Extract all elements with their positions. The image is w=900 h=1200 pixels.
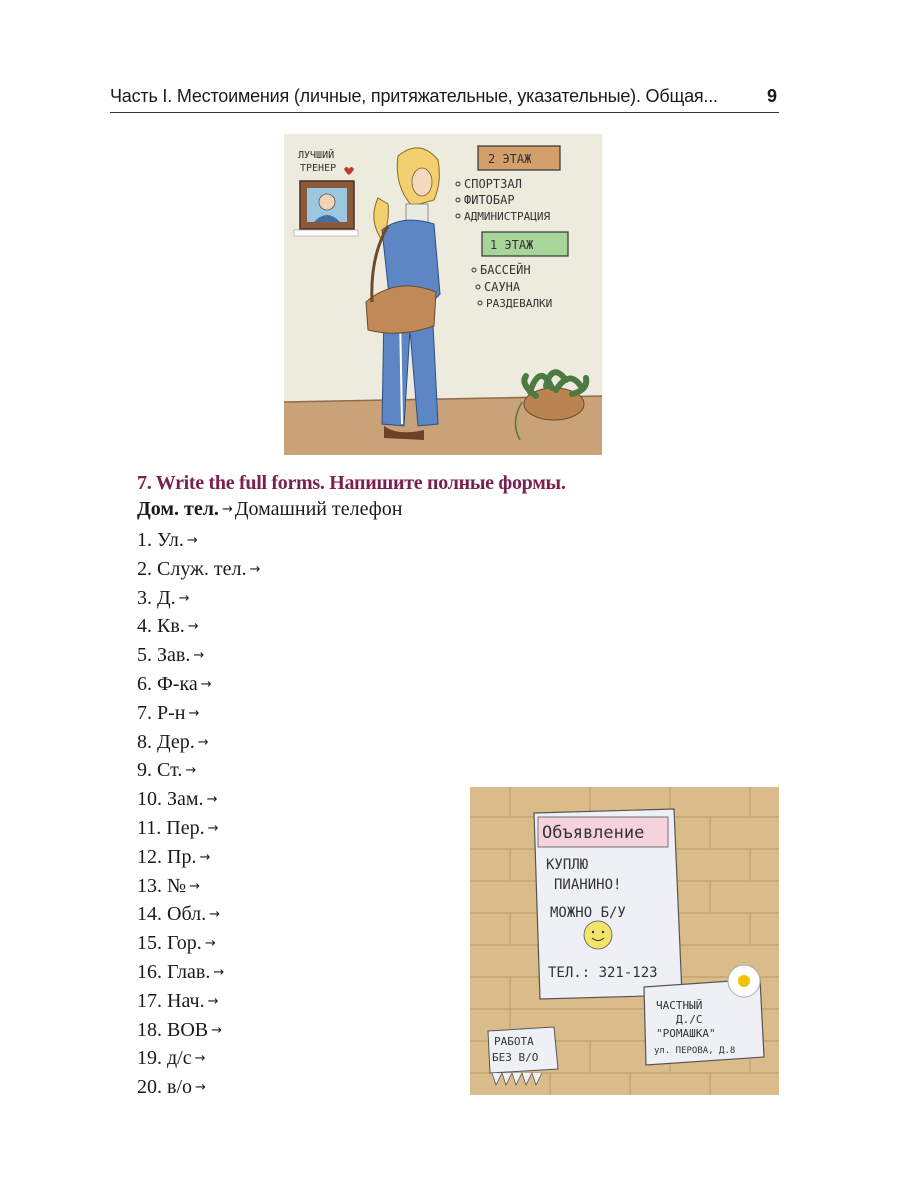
kg-line-1: ЧАСТНЫЙ <box>656 999 703 1012</box>
arrow-icon: → <box>194 1051 206 1067</box>
arrow-icon: → <box>204 936 216 952</box>
page-number: 9 <box>766 86 777 106</box>
arrow-icon: → <box>221 502 233 517</box>
arrow-icon: → <box>249 561 261 577</box>
floor1-item-2: САУНА <box>484 280 521 294</box>
example-full-form: Домашний телефон <box>234 498 403 520</box>
floor2-item-1: СПОРТЗАЛ <box>464 177 522 191</box>
notice-line-2: ПИАНИНО! <box>554 877 622 893</box>
arrow-icon: → <box>200 676 212 692</box>
arrow-icon: → <box>193 648 205 664</box>
arrow-icon: → <box>207 820 219 836</box>
arrow-icon: → <box>206 792 218 808</box>
notice-heading: Объявление <box>542 823 645 843</box>
arrow-icon: → <box>185 763 197 779</box>
abbreviation-list <box>137 526 262 1102</box>
arrow-icon: → <box>186 533 198 548</box>
notice-board-illustration <box>470 787 779 1095</box>
running-title: Часть I. Местоимения (личные, притяжательные, указательные). Общая... <box>110 86 718 106</box>
list-item: 20. в/о → <box>137 1076 206 1099</box>
list-item: 9. Ст. → <box>137 759 197 782</box>
list-item: 7. Р-н → <box>137 701 200 724</box>
list-item: 12. Пр. → <box>137 845 211 868</box>
floor1-label: 1 ЭТАЖ <box>490 238 534 252</box>
list-item: 11. Пер. → <box>137 816 219 839</box>
best-trainer-label-1: ЛУЧШИЙ <box>298 150 335 161</box>
job-note-line-2: БЕЗ В/О <box>492 1051 539 1064</box>
list-item: 1. Ул. → <box>137 529 198 551</box>
kg-line-4: ул. ПЕРОВА, Д.8 <box>654 1046 736 1056</box>
notice-line-1: КУПЛЮ <box>546 857 589 873</box>
list-item: 13. № → <box>137 874 200 897</box>
arrow-icon: → <box>197 734 209 750</box>
arrow-icon: → <box>209 907 221 923</box>
floor1-item-1: БАССЕЙН <box>480 263 531 277</box>
arrow-icon: → <box>195 1080 206 1096</box>
list-item: 3. Д. → <box>137 586 190 609</box>
exercise-title: 7. Write the full forms. Напишите полные формы. <box>137 472 566 494</box>
floor2-item-3: АДМИНИСТРАЦИЯ <box>464 210 551 223</box>
example-line <box>137 498 402 521</box>
list-item: 5. Зав. → <box>137 644 205 667</box>
floor2-item-2: ФИТОБАР <box>464 193 515 207</box>
running-header <box>110 84 779 113</box>
gym-directory-illustration <box>284 134 602 455</box>
arrow-icon: → <box>189 878 200 894</box>
floor1-item-3: РАЗДЕВАЛКИ <box>486 297 553 310</box>
list-item: 18. ВОВ → <box>137 1018 223 1041</box>
arrow-icon: → <box>187 619 199 635</box>
notice-phone: ТЕЛ.: 321-123 <box>548 965 658 981</box>
best-trainer-label-2: ТРЕНЕР <box>300 163 337 174</box>
job-note-line-1: РАБОТА <box>494 1035 534 1048</box>
list-item: 8. Дер. → <box>137 730 209 753</box>
list-item: 10. Зам. → <box>137 788 218 811</box>
kg-line-3: "РОМАШКА" <box>656 1027 716 1040</box>
list-item: 19. д/с → <box>137 1047 206 1070</box>
arrow-icon: → <box>199 849 211 865</box>
notice-line-3: МОЖНО Б/У <box>550 905 626 921</box>
arrow-icon: → <box>211 1022 223 1038</box>
example-abbreviation: Дом. тел. <box>137 498 219 520</box>
list-item: 14. Обл. → <box>137 903 221 926</box>
smiley-icon <box>584 921 612 949</box>
floor2-label: 2 ЭТАЖ <box>488 152 532 166</box>
piano-notice <box>534 809 682 999</box>
list-item: 6. Ф-ка → <box>137 672 212 695</box>
list-item: 2. Служ. тел. → <box>137 557 261 580</box>
arrow-icon: → <box>213 964 225 980</box>
kg-line-2: Д./С <box>676 1013 703 1026</box>
arrow-icon: → <box>178 590 190 606</box>
arrow-icon: → <box>207 993 219 1009</box>
arrow-icon: → <box>188 705 200 721</box>
list-item: 15. Гор. → <box>137 932 216 955</box>
list-item: 17. Нач. → <box>137 989 219 1012</box>
list-item: 16. Глав. → <box>137 960 225 983</box>
list-item: 4. Кв. → <box>137 615 199 638</box>
